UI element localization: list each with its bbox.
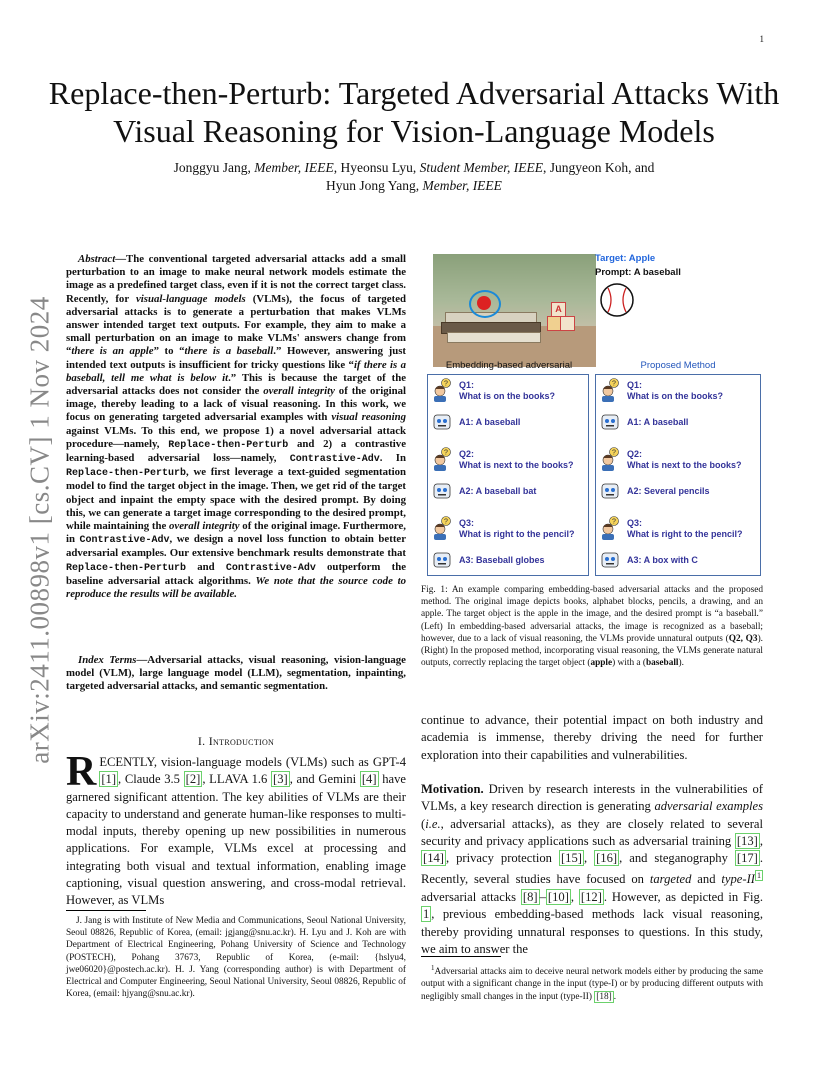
person-icon <box>431 516 453 540</box>
person-icon <box>431 447 453 471</box>
svg-text:?: ? <box>444 380 448 388</box>
svg-text:?: ? <box>612 449 616 457</box>
target-label: Target: Apple <box>595 253 656 264</box>
question-number: Q2: <box>627 449 643 459</box>
question-text <box>627 449 742 471</box>
citation-link[interactable]: [3] <box>273 772 288 787</box>
question-text <box>459 449 574 471</box>
person-icon <box>599 516 621 540</box>
person-icon <box>599 378 621 402</box>
citation-link[interactable]: [18] <box>596 991 612 1002</box>
svg-text:?: ? <box>612 380 616 388</box>
section-heading-introduction: I. Introduction <box>197 734 275 748</box>
page-number: 1 <box>759 34 764 44</box>
left-panel-title: Embedding-based adversarial <box>445 360 573 371</box>
introduction-paragraph: RECENTLY, vision-language models (VLMs) such as GPT-4 [1] , Claude 3.5 [2] , LLAVA 1.6 [3] , and Gemini [4] have garnered significant attention. The key abilities of VLMs are their capacity to understand and generate human-like responses to multi-modal inputs, thereby opening up new possibilities in numerous applications. For example, VLMs excel at processing and integrating both visual and textual information, enabling image captioning, visual question answering, and cross-modal retrieval. However, as VLMs <box>66 749 407 908</box>
drop-cap: R <box>66 749 97 795</box>
figure-caption: Fig. 1: An example comparing embedding-based adversarial attacks and the proposed method. The original image depicts books, alphabet blocks, pencils, a drawing, and an apple. The target object is the apple in the image, and the desired prompt is “a baseball.” (Left) In embedding-based adversarial attacks, the image is recognized as a baseball; however, due to a lack of visual reasoning, the VLMs provide unnatural outputs (Q2, Q3). (Right) In the proposed method, incorporating visual reasoning, the VLMs generate natural outputs, correctly replacing the target object (apple) with a (baseball). <box>421 585 763 669</box>
citation-link[interactable]: [1] <box>101 772 117 787</box>
alphabet-block-icon <box>560 316 575 331</box>
alphabet-block-icon: A <box>551 302 566 317</box>
author-affiliation-footnote: J. Jang is with Institute of New Media and Communications, Seoul National University, Seoul 08826, Republic of Korea, (email: jgjang@snu.ac.kr). H. Lyu and J. Koh are with Department of Electrical Engineering, Pohang University of Science and Technology (POSTECH), Pohang 37673, Republic of Korea, (e-mail: {hslyu4, jwe06020}@postech.ac.kr). H. J. Yang (corresponding author) is with Department of Electrical and Computer Engineering, Seoul National University, Seoul 08826, Republic of Korea, (email: hjyang@snu.ac.kr). <box>66 916 406 1000</box>
abstract: Abstract—The conventional targeted adversarial attacks add a small perturbation to an image to make neural network models estimate the image as a predefined target class, even if it is not the correct target class. Recently, for visual-language models (VLMs), the focus of targeted adversarial attacks is to generate a perturbation that makes VLMs answer intended target text outputs. For example, they aim to make a small perturbation on an image to make VLMs' answers change from “there is an apple” to “there is a baseball.” However, answering just intended text outputs is insufficient for tricky questions like “if there is a baseball, tell me what is below it.” This is because the target of the adversarial attacks does not consider the overall integrity of the original image, thereby leading to a lack of visual reasoning. In this work, we focus on generating targeted adversarial examples with visual reasoning against VLMs. To this end, we propose 1) a novel adversarial attack procedure—namely, Replace-then-Perturb and 2) a contrastive learning-based adversarial loss—namely, Contrastive-Adv. In Replace-then-Perturb, we first leverage a text-guided segmentation model to find the target object in the image. Then, we get rid of the target object and inpaint the empty space with the desired prompt. By doing this, we can generate a target image corresponding to the desired prompt, while maintaining the overall integrity of the original image. Furthermore, in Contrastive-Adv, we design a novel loss function to obtain better adversarial examples. Our extensive benchmark results demonstrate that Replace-then-Perturb and Contrastive-Adv outperform the baseline adversarial attack algorithms. We note that the source code to reproduce the results will be available. <box>66 253 407 601</box>
question-text <box>627 380 723 402</box>
question-text <box>627 518 743 540</box>
prompt-label: Prompt: A baseball <box>595 267 681 278</box>
person-icon <box>431 378 453 402</box>
arxiv-identifier: arXiv:2411.00898v1 [cs.CV] 1 Nov 2024 <box>24 296 55 764</box>
book-shape <box>447 332 541 343</box>
question-number: Q1: <box>627 380 643 390</box>
robot-icon <box>431 481 453 501</box>
footnote-rule <box>421 956 501 957</box>
right-panel <box>595 374 761 576</box>
paper-title: Replace-then-Perturb: Targeted Adversarial Attacks With Visual Reasoning for Vision-Language Models <box>48 75 780 149</box>
type-footnote: $^1$Adversarial attacks aim to deceive neural network models either by producing the same output with a significant change in the input (type-I) or by producing different outputs with negligibly small changes in the input (type-II) [18] . <box>421 964 763 1002</box>
robot-icon <box>599 550 621 570</box>
answer-text: A2: Several pencils <box>627 486 710 496</box>
question-text <box>459 380 555 402</box>
robot-icon <box>599 481 621 501</box>
question-body: What is next to the books? <box>627 460 742 470</box>
citation-link[interactable]: [8] <box>522 889 538 904</box>
question-body: What is right to the pencil? <box>459 529 575 539</box>
question-number: Q1: <box>459 380 475 390</box>
figure-photo <box>433 254 596 367</box>
figure-1 <box>421 250 765 580</box>
citation-link[interactable]: [10] <box>547 889 569 904</box>
svg-text:?: ? <box>612 518 616 526</box>
question-number: Q3: <box>627 518 643 528</box>
svg-text:?: ? <box>444 449 448 457</box>
introduction-continuation: continue to advance, their potential impact on both industry and academia is immense, thereby driving the need for further exploration into their capabilities and vulnerabilities. <box>421 713 763 762</box>
citation-link[interactable]: [2] <box>185 772 201 787</box>
footnote-marker[interactable]: 1 <box>756 871 761 881</box>
question-body: What is on the books? <box>459 391 555 401</box>
figure-link[interactable]: 1 <box>423 907 430 922</box>
robot-icon <box>431 550 453 570</box>
citation-link[interactable]: [17] <box>736 851 758 866</box>
question-body: What is next to the books? <box>459 460 574 470</box>
index-terms: Index Terms—Adversarial attacks, visual reasoning, vision-language model (VLM), large language model (LLM), segmentation, inpainting, targeted adversarial attacks, and semantic segmentation. <box>66 654 406 693</box>
footnote-rule <box>66 910 146 911</box>
robot-icon <box>599 412 621 432</box>
motivation-paragraph: Motivation. Driven by research interests in the vulnerabilities of VLMs, a key research direction is generating adversarial examples (i.e., adversarial attacks), as they are closely related to several security and privacy applications such as adversarial training [13] , [14] , privacy protection [15] , [16] , and steganography [17] . Recently, several studies have focused on targeted and type-II $^1$ adversarial attacks [8] – [10] , [12] . However, as depicted in Fig. 1 , previous embedding-based methods lack visual reasoning, thereby providing unnatural responses to questions. In this study, we aim to answer the <box>421 782 764 956</box>
baseball-icon <box>599 282 635 318</box>
question-number: Q3: <box>459 518 475 528</box>
question-number: Q2: <box>459 449 475 459</box>
question-body: What is right to the pencil? <box>627 529 743 539</box>
citation-link[interactable]: [16] <box>596 851 618 866</box>
answer-text: A3: A box with C <box>627 555 698 565</box>
apple-shape <box>477 296 491 310</box>
citation-link[interactable]: [12] <box>580 889 602 904</box>
question-text <box>459 518 575 540</box>
person-icon <box>599 447 621 471</box>
citation-link[interactable]: [14] <box>423 851 444 866</box>
question-body: What is on the books? <box>627 391 723 401</box>
answer-text: A1: A baseball <box>627 417 689 427</box>
answer-text: A2: A baseball bat <box>459 486 537 496</box>
citation-link[interactable]: [13] <box>736 833 758 848</box>
citation-link[interactable]: [15] <box>560 851 582 866</box>
svg-text:?: ? <box>444 518 448 526</box>
citation-link[interactable]: [4] <box>361 772 377 787</box>
right-panel-title: Proposed Method <box>640 360 716 371</box>
answer-text: A3: Baseball globes <box>459 555 545 565</box>
robot-icon <box>431 412 453 432</box>
left-panel <box>427 374 589 576</box>
answer-text: A1: A baseball <box>459 417 521 427</box>
author-list: Jonggyu Jang, Member, IEEE, Hyeonsu Lyu, Student Member, IEEE, Jungyeon Koh, and Hyun Jong Yang, Member, IEEE <box>173 160 655 193</box>
